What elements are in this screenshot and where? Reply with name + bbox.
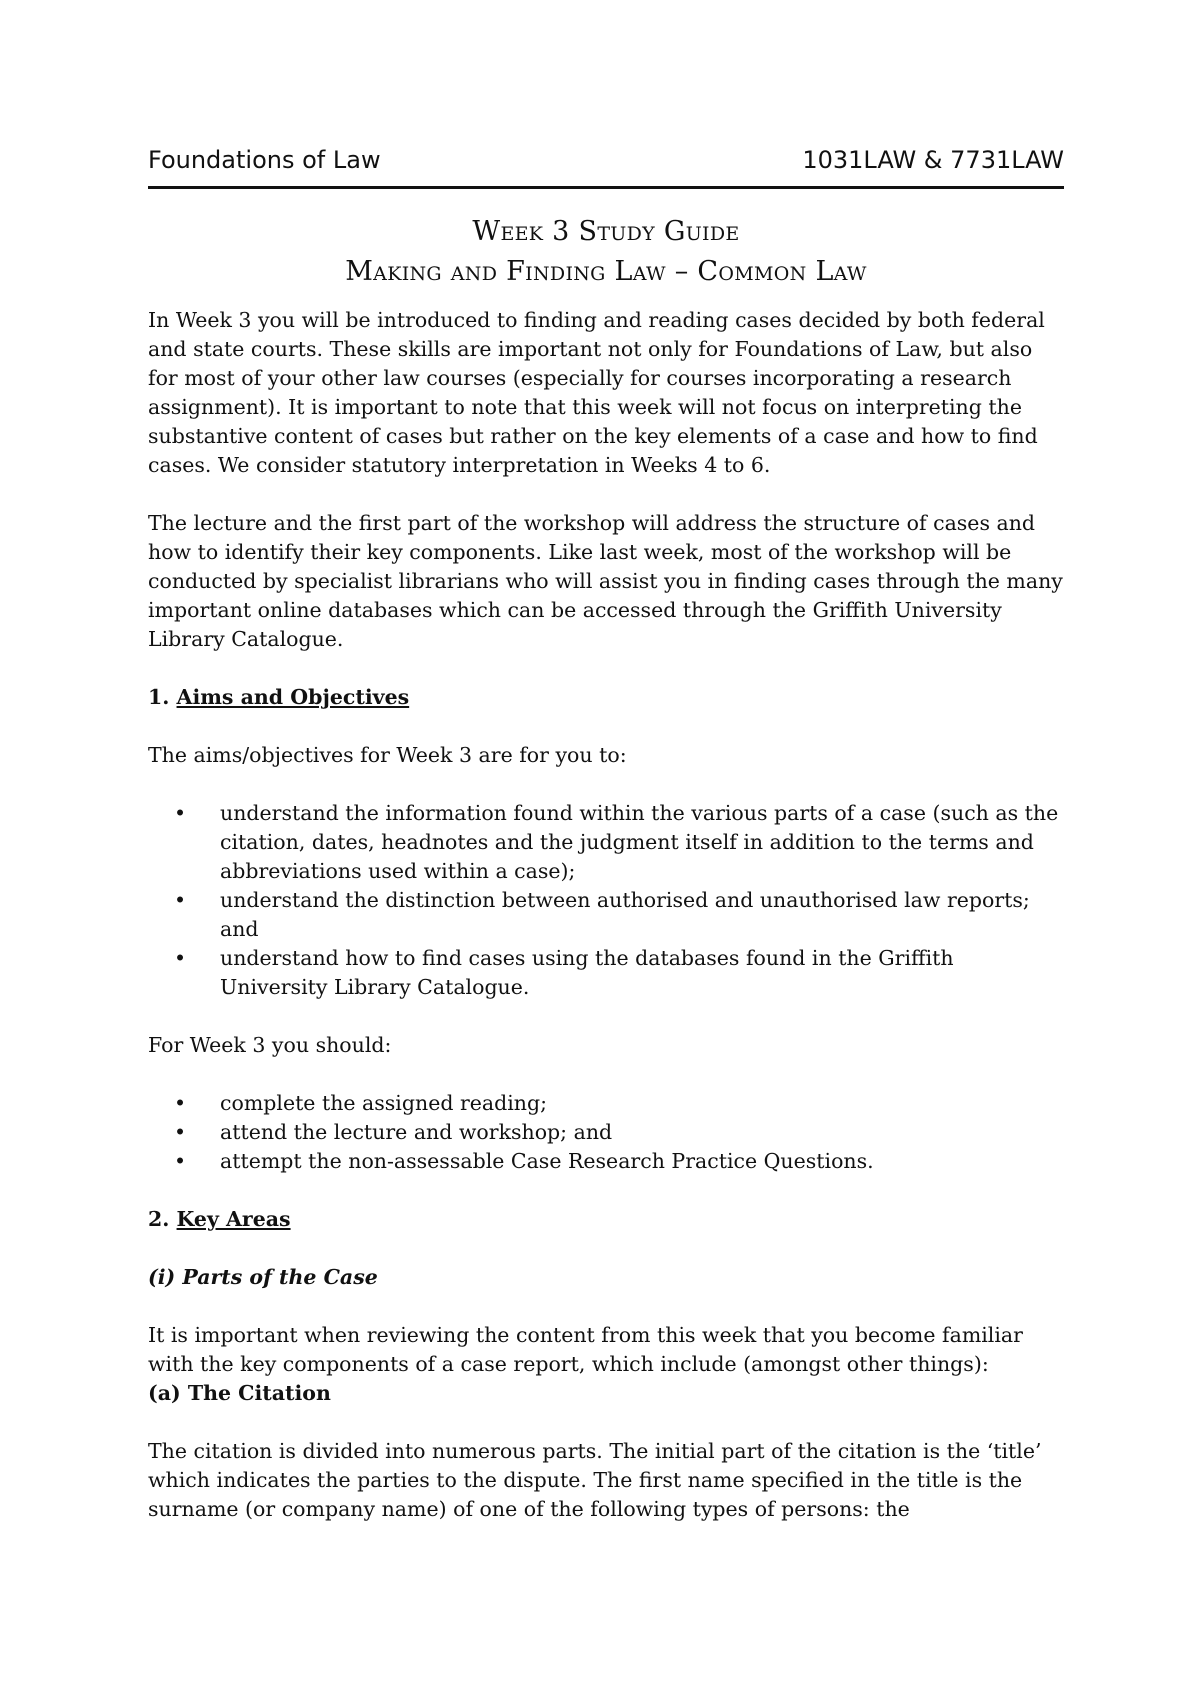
citation-label: (a) The Citation bbox=[148, 1381, 331, 1405]
course-name: Foundations of Law bbox=[148, 146, 381, 174]
bullet-icon: • bbox=[174, 1091, 187, 1115]
page-header bbox=[148, 146, 1064, 189]
citation-paragraph: The citation is divided into numerous parts. The initial part of the citation is the ‘title’ which indicates the parties to the dispute. The first name specified in the title is the surname (or company name) of one of the following types of persons: the bbox=[148, 1439, 1042, 1521]
section-1-title: Aims and Objectives bbox=[176, 685, 410, 709]
bullet-icon: • bbox=[174, 888, 187, 912]
bullet-icon: • bbox=[174, 801, 187, 825]
course-code: 1031LAW & 7731LAW bbox=[802, 146, 1064, 174]
section-2-heading bbox=[148, 1205, 1064, 1234]
bullet-icon: • bbox=[174, 1149, 187, 1173]
aims-list bbox=[148, 799, 1064, 1002]
section-2-title: Key Areas bbox=[176, 1207, 291, 1231]
aims-intro: The aims/objectives for Week 3 are for you to: bbox=[148, 743, 627, 767]
key-areas-paragraph: It is important when reviewing the content from this week that you become familiar with the key components of a case report, which include (amongst other things): bbox=[148, 1323, 1023, 1376]
list-item bbox=[148, 886, 1064, 944]
list-item bbox=[148, 1118, 1064, 1147]
page-title: Week 3 Study Guide bbox=[472, 216, 740, 247]
list-item-text: understand how to find cases using the databases found in the Griffith University Library Catalogue. bbox=[220, 946, 954, 999]
intro-paragraph-2: The lecture and the first part of the workshop will address the structure of cases and how to identify their key components. Like last week, most of the workshop will be conducted by specialist librarians who will assist you in finding cases through the many important online databases which can be accessed through the Griffith University Library Catalogue. bbox=[148, 511, 1063, 651]
list-item bbox=[148, 799, 1064, 886]
intro-paragraph-1: In Week 3 you will be introduced to finding and reading cases decided by both federal and state courts. These skills are important not only for Foundations of Law, but also for most of your other law courses (especially for courses incorporating a research assignment). It is important to note that this week will not focus on interpreting the substantive content of cases but rather on the key elements of a case and how to find cases. We consider statutory interpretation in Weeks 4 to 6. bbox=[148, 308, 1045, 477]
list-item bbox=[148, 1089, 1064, 1118]
title-block bbox=[148, 212, 1064, 292]
bullet-icon: • bbox=[174, 1120, 187, 1144]
should-intro: For Week 3 you should: bbox=[148, 1033, 392, 1057]
section-1-heading bbox=[148, 683, 1064, 712]
tasks-list bbox=[148, 1089, 1064, 1176]
document-body bbox=[148, 212, 1064, 1553]
list-item-text: attend the lecture and workshop; and bbox=[220, 1120, 613, 1144]
list-item-text: understand the distinction between authorised and unauthorised law reports; and bbox=[220, 888, 1030, 941]
section-2-number: 2. bbox=[148, 1207, 177, 1231]
section-1-number: 1. bbox=[148, 685, 177, 709]
list-item bbox=[148, 944, 1064, 1002]
list-item bbox=[148, 1147, 1064, 1176]
section-2-subheading: (i) Parts of the Case bbox=[148, 1265, 378, 1289]
list-item-text: complete the assigned reading; bbox=[220, 1091, 548, 1115]
list-item-text: attempt the non-assessable Case Research Practice Questions. bbox=[220, 1149, 874, 1173]
bullet-icon: • bbox=[174, 946, 187, 970]
page-subtitle: Making and Finding Law – Common Law bbox=[345, 256, 867, 287]
list-item-text: understand the information found within the various parts of a case (such as the citation, dates, headnotes and the judgment itself in addition to the terms and abbreviations used within a case); bbox=[220, 801, 1059, 883]
